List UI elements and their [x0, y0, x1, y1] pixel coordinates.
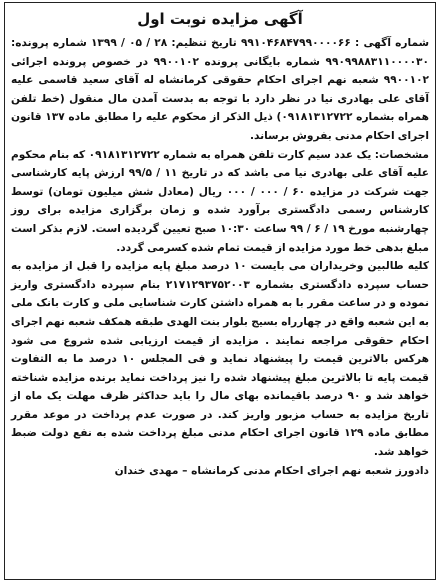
notice-specs-paragraph: مشخصات: یک عدد سیم کارت تلفن همراه به شماره ۰۹۱۸۱۳۱۲۷۲۲ که بنام محکوم علیه آقای علی بهادری نیا می باشد که در تاریخ ۱۱ / ۹۹/۵ ارزش پایه کارشناسی جهت شرکت در مزایده ۶۰ / ۰۰۰ / ۰۰۰ ریال (معادل شش میلیون تومان) توسط کارشناس رسمی دادگستری برآورد شده و زمان برگزاری مزایده برای روز چهارشنبه مورخ ۱۹ / ۶ / ۹۹ ساعت ۱۰:۳۰ صبح تعیین گردیده است. لازم بذکر است مبلغ بدهی خط مورد مزایده از قیمت تمام شده کسرمی گردد.: [11, 148, 430, 254]
notice-title: آگهی مزایده نوبت اول: [137, 10, 303, 28]
notice-intro-paragraph: شماره آگهی : ۹۹۱۰۴۶۸۴۷۹۹۰۰۰۰۶۶ تاریخ تنظیم: ۲۸ / ۰۵ / ۱۳۹۹ شماره پرونده: ۹۹۰۹۹۸۸۳۱۱۰۰۰۰۳۰ شماره بایگانی پرونده ۹۹۰۰۱۰۲ در خصوص پرونده اجرائی ۹۹۰۰۱۰۲ شعبه نهم اجرای احکام حقوقی کرمانشاه له آقای سعید قاسمی علیه آقای علی بهادری نیا در نظر دارد با توجه به بدست آمدن مال منقول (خط تلفن همراه بشماره ۰۹۱۸۱۳۱۲۷۲۲) ذیل الذکر از محکوم علیه را مطابق ماده ۱۳۷ قانون اجرای احکام مدنی بفروش برساند.: [11, 37, 430, 142]
auction-notice: [4, 2, 436, 580]
notice-signature: دادورز شعبه نهم اجرای احکام مدنی کرمانشاه – مهدی خندان: [114, 464, 429, 477]
notice-terms-paragraph: کلیه طالبین وخریداران می بایست ۱۰ درصد مبلغ پایه مزایده را قبل از مزایده به حساب سپرده دادگستری بشماره ۲۱۷۱۲۹۳۷۵۲۰۰۳ بنام سپرده دادگستری واریز نموده و در ساعت مقرر با به همراه داشتن کارت شناسایی ملی و کارت بانک ملی به این شعبه واقع در چهارراه بسیج بلوار بنت الهدی طبقه همکف شعبه نهم اجرای احکام حقوقی مراجعه نمایند . مزایده از قیمت ارزیابی شده شروع می شود هرکس بالاترین قیمت را پیشنهاد نماید و فی المجلس ۱۰ درصد ما به التفاوت قیمت پایه تا بالاترین مبلغ پیشنهاد شده را نیز پرداخت نماید برنده مزایده شناخته خواهد شد و ۹۰ درصد باقیمانده بهای مال را باید حداکثر ظرف مهلت یک ماه از تاریخ مزایده به حساب مزبور واریز کند. در صورت عدم پرداخت در موعد مقرر مطابق ماده ۱۲۹ قانون اجرای احکام مدنی مبلغ پرداخت شده به نفع دولت ضبط خواهد شد.: [11, 260, 430, 459]
